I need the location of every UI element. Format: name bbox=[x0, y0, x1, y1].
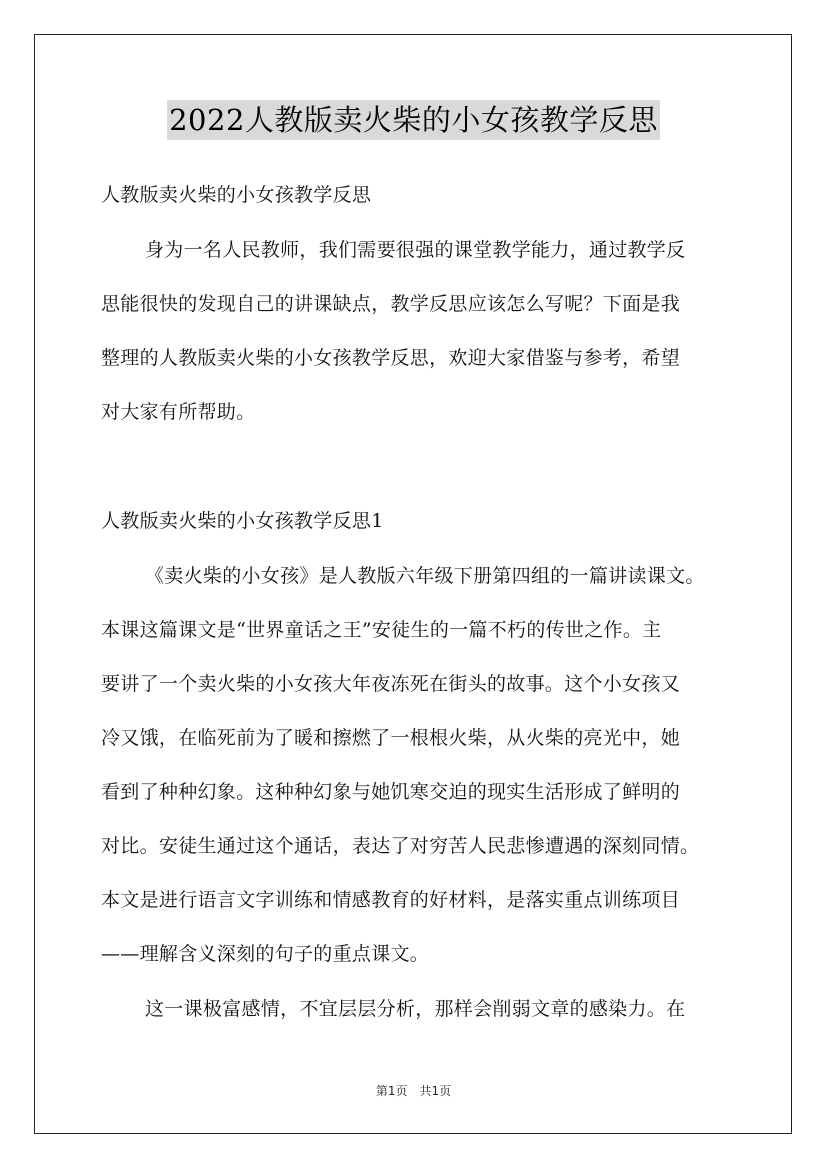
body-line: 冷又饿，在临死前为了暖和擦燃了一根根火柴，从火柴的亮光中，她 bbox=[101, 727, 681, 749]
body-line: 本文是进行语言文字训练和情感教育的好材料，是落实重点训练项目 bbox=[101, 889, 681, 911]
document-title: 2022人教版卖火柴的小女孩教学反思 bbox=[167, 100, 660, 140]
intro-line: 思能很快的发现自己的讲课缺点，教学反思应该怎么写呢？下面是我 bbox=[101, 293, 681, 315]
section-heading: 人教版卖火柴的小女孩教学反思1 bbox=[101, 510, 384, 532]
body-line: 看到了种种幻象。这种种幻象与她饥寒交迫的现实生活形成了鲜明的 bbox=[101, 781, 681, 803]
body-line: 本课这篇课文是“世界童话之王”安徒生的一篇不朽的传世之作。主 bbox=[101, 619, 662, 641]
body-line: 要讲了一个卖火柴的小女孩大年夜冻死在街头的故事。这个小女孩又 bbox=[101, 673, 681, 695]
intro-line: 对大家有所帮助。 bbox=[101, 401, 256, 423]
title-container bbox=[0, 100, 827, 140]
body-line: ——理解含义深刻的句子的重点课文。 bbox=[101, 943, 430, 965]
body-line: 《卖火柴的小女孩》是人教版六年级下册第四组的一篇讲读课文。 bbox=[145, 565, 705, 587]
page-number-footer: 第1页 共1页 bbox=[375, 1084, 452, 1098]
intro-line: 身为一名人民教师，我们需要很强的课堂教学能力，通过教学反 bbox=[145, 239, 686, 261]
intro-line: 整理的人教版卖火柴的小女孩教学反思，欢迎大家借鉴与参考，希望 bbox=[101, 347, 681, 369]
body-line: 这一课极富感情，不宜层层分析，那样会削弱文章的感染力。在 bbox=[145, 998, 686, 1020]
body-line: 对比。安徒生通过这个通话，表达了对穷苦人民悲惨遭遇的深刻同情。 bbox=[101, 835, 700, 857]
subtitle: 人教版卖火柴的小女孩教学反思 bbox=[101, 184, 372, 206]
